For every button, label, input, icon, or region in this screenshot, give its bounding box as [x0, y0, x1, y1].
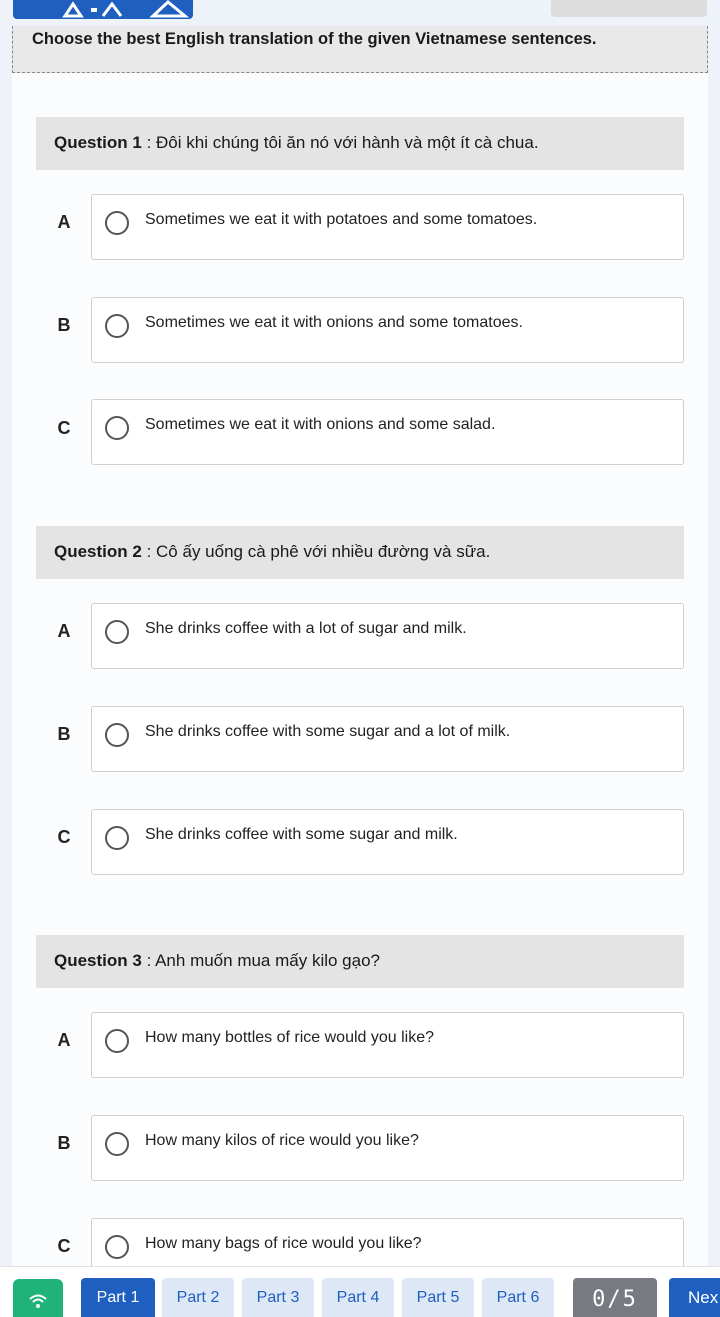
option-card[interactable]	[91, 809, 684, 875]
question-3: Question 3 : Anh muốn mua mấy kilo gạo?	[36, 935, 684, 988]
option-card[interactable]	[91, 603, 684, 669]
connection-status[interactable]	[13, 1279, 63, 1317]
option-letter: C	[57, 827, 71, 847]
radio-circle-icon[interactable]	[105, 1132, 129, 1156]
option-letter: B	[57, 1133, 71, 1153]
option-card[interactable]	[91, 706, 684, 772]
radio-circle-icon[interactable]	[105, 211, 129, 235]
top-bar	[0, 0, 720, 26]
instruction-text: Choose the best English translation of the given Vietnamese sentences.	[32, 30, 597, 48]
option-card[interactable]	[91, 399, 684, 465]
option-text: She drinks coffee with a lot of sugar and milk.	[145, 620, 467, 637]
part-tab-6[interactable]: Part 6	[482, 1278, 554, 1317]
next-button[interactable]: Nex	[669, 1278, 720, 1317]
part-tab-4[interactable]: Part 4	[322, 1278, 394, 1317]
option-letter: C	[57, 418, 71, 438]
question-text: Anh muốn mua mấy kilo gạo?	[155, 951, 380, 970]
option-text: How many bags of rice would you like?	[145, 1235, 422, 1252]
score-counter: 0/5	[573, 1278, 657, 1317]
radio-circle-icon[interactable]	[105, 826, 129, 850]
radio-circle-icon[interactable]	[105, 1029, 129, 1053]
question-text: Cô ấy uống cà phê với nhiều đường và sữa.	[156, 542, 491, 561]
question-2: Question 2 : Cô ấy uống cà phê với nhiều đường và sữa.	[36, 526, 684, 579]
radio-circle-icon[interactable]	[105, 314, 129, 338]
option-card[interactable]	[91, 1012, 684, 1078]
top-right-button[interactable]	[551, 0, 707, 17]
option-text: How many kilos of rice would you like?	[145, 1132, 419, 1149]
option-text: Sometimes we eat it with onions and some tomatoes.	[145, 314, 523, 331]
option-text: She drinks coffee with some sugar and milk.	[145, 826, 458, 843]
option-letter: C	[57, 1236, 71, 1256]
radio-circle-icon[interactable]	[105, 416, 129, 440]
option-letter: B	[57, 315, 71, 335]
option-card[interactable]	[91, 1115, 684, 1181]
part-tab-3[interactable]: Part 3	[242, 1278, 314, 1317]
radio-circle-icon[interactable]	[105, 1235, 129, 1259]
question-number: Question 3	[54, 951, 142, 970]
bottom-nav	[0, 1266, 720, 1317]
option-letter: A	[57, 212, 71, 232]
question-number: Question 2	[54, 542, 142, 561]
question-number: Question 1	[54, 133, 142, 152]
option-text: How many bottles of rice would you like?	[145, 1029, 435, 1046]
part-tab-2[interactable]: Part 2	[162, 1278, 234, 1317]
option-letter: B	[57, 724, 71, 744]
option-text: Sometimes we eat it with potatoes and some tomatoes.	[145, 211, 538, 228]
instruction-banner	[12, 26, 708, 73]
option-letter: A	[57, 621, 71, 641]
option-text: She drinks coffee with some sugar and a lot of milk.	[145, 723, 511, 740]
option-text: Sometimes we eat it with onions and some salad.	[145, 416, 496, 433]
option-card[interactable]	[91, 194, 684, 260]
app-logo[interactable]	[13, 0, 193, 19]
part-tab-5[interactable]: Part 5	[402, 1278, 474, 1317]
option-letter: A	[57, 1030, 71, 1050]
question-text: Đôi khi chúng tôi ăn nó với hành và một ít cà chua.	[156, 133, 539, 152]
option-card[interactable]	[91, 297, 684, 363]
part-tab-1[interactable]: Part 1	[81, 1278, 155, 1317]
question-1: Question 1 : Đôi khi chúng tôi ăn nó với hành và một ít cà chua.	[36, 117, 684, 170]
radio-circle-icon[interactable]	[105, 723, 129, 747]
wifi-icon	[28, 1293, 48, 1309]
radio-circle-icon[interactable]	[105, 620, 129, 644]
